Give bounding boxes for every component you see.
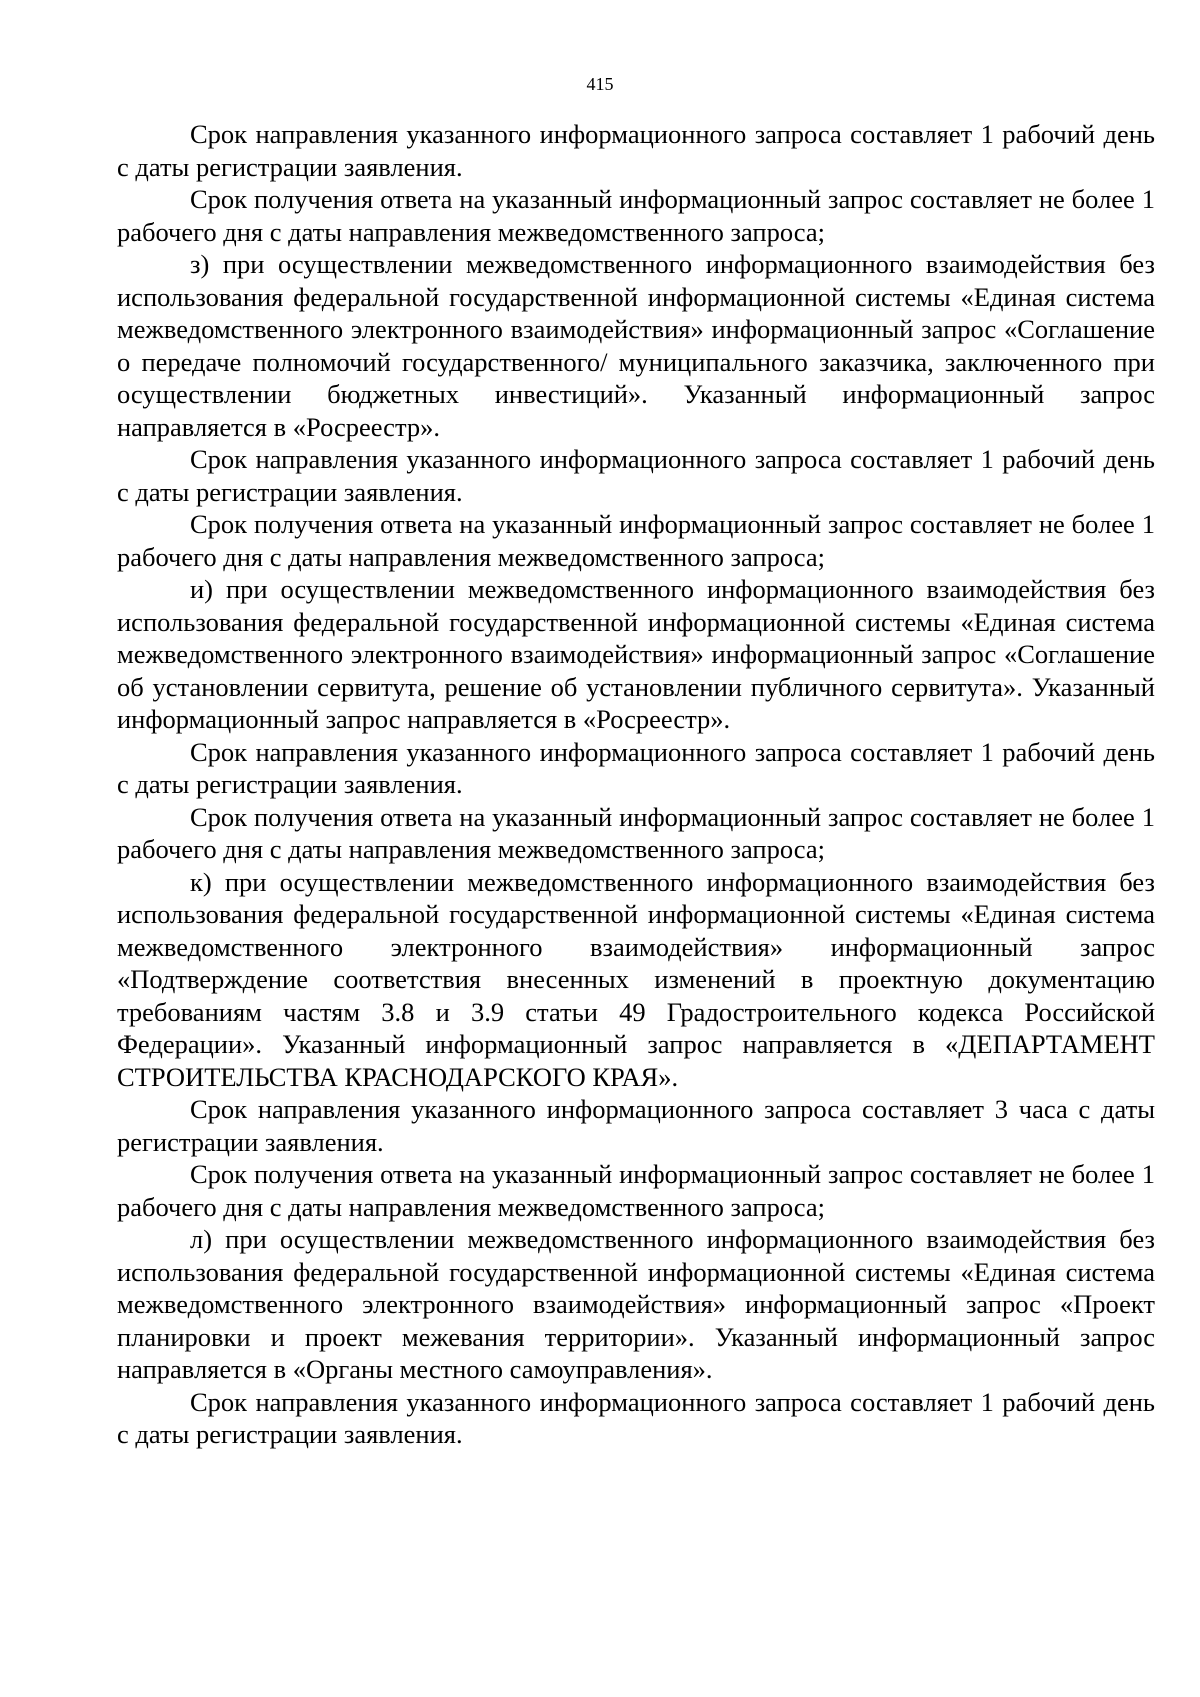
page-number: 415 [586, 74, 614, 94]
paragraph-9: к) при осуществлении межведомственного информационного взаимодействия без использования федеральной государственной информационной системы «Единая система межведомственного электронного взаимодействия» информационный запрос «Подтверждение соответствия внесенных изменений в проектную документацию требованиям частям 3.8 и 3.9 статьи 49 Градостроительного кодекса Российской Федерации». Указанный информационный запрос направляется в «ДЕПАРТАМЕНТ СТРОИТЕЛЬСТВА КРАСНОДАРСКОГО КРАЯ». [117, 866, 1155, 1092]
paragraph-10: Срок направления указанного информационного запроса составляет 3 часа с даты регистрации заявления. [117, 1094, 1155, 1157]
paragraph-12: л) при осуществлении межведомственного информационного взаимодействия без использования федеральной государственной информационной системы «Единая система межведомственного электронного взаимодействия» информационный запрос «Проект планировки и проект межевания территории». Указанный информационный запрос направляется в «Органы местного самоуправления». [117, 1224, 1155, 1384]
paragraph-2: Срок получения ответа на указанный информационный запрос составляет не более 1 рабочего дня с даты направления межведомственного запроса; [117, 184, 1155, 247]
paragraph-4: Срок направления указанного информационного запроса составляет 1 рабочий день с даты регистрации заявления. [117, 444, 1155, 507]
paragraph-3: з) при осуществлении межведомственного информационного взаимодействия без использования федеральной государственной информационной системы «Единая система межведомственного электронного взаимодействия» информационный запрос «Соглашение о передаче полномочий государственного/ муниципального заказчика, заключенного при осуществлении бюджетных инвестиций». Указанный информационный запрос направляется в «Росреестр». [117, 249, 1155, 442]
document-body [117, 118, 1155, 1451]
paragraph-1: Срок направления указанного информационного запроса составляет 1 рабочий день с даты регистрации заявления. [117, 119, 1155, 182]
paragraph-5: Срок получения ответа на указанный информационный запрос составляет не более 1 рабочего дня с даты направления межведомственного запроса; [117, 509, 1155, 572]
paragraph-7: Срок направления указанного информационного запроса составляет 1 рабочий день с даты регистрации заявления. [117, 736, 1155, 799]
paragraph-11: Срок получения ответа на указанный информационный запрос составляет не более 1 рабочего дня с даты направления межведомственного запроса; [117, 1159, 1155, 1222]
paragraph-6: и) при осуществлении межведомственного информационного взаимодействия без использования федеральной государственной информационной системы «Единая система межведомственного электронного взаимодействия» информационный запрос «Соглашение об установлении сервитута, решение об установлении публичного сервитута». Указанный информационный запрос направляется в «Росреестр». [117, 574, 1155, 734]
paragraph-8: Срок получения ответа на указанный информационный запрос составляет не более 1 рабочего дня с даты направления межведомственного запроса; [117, 801, 1155, 864]
paragraph-13: Срок направления указанного информационного запроса составляет 1 рабочий день с даты регистрации заявления. [117, 1386, 1155, 1449]
